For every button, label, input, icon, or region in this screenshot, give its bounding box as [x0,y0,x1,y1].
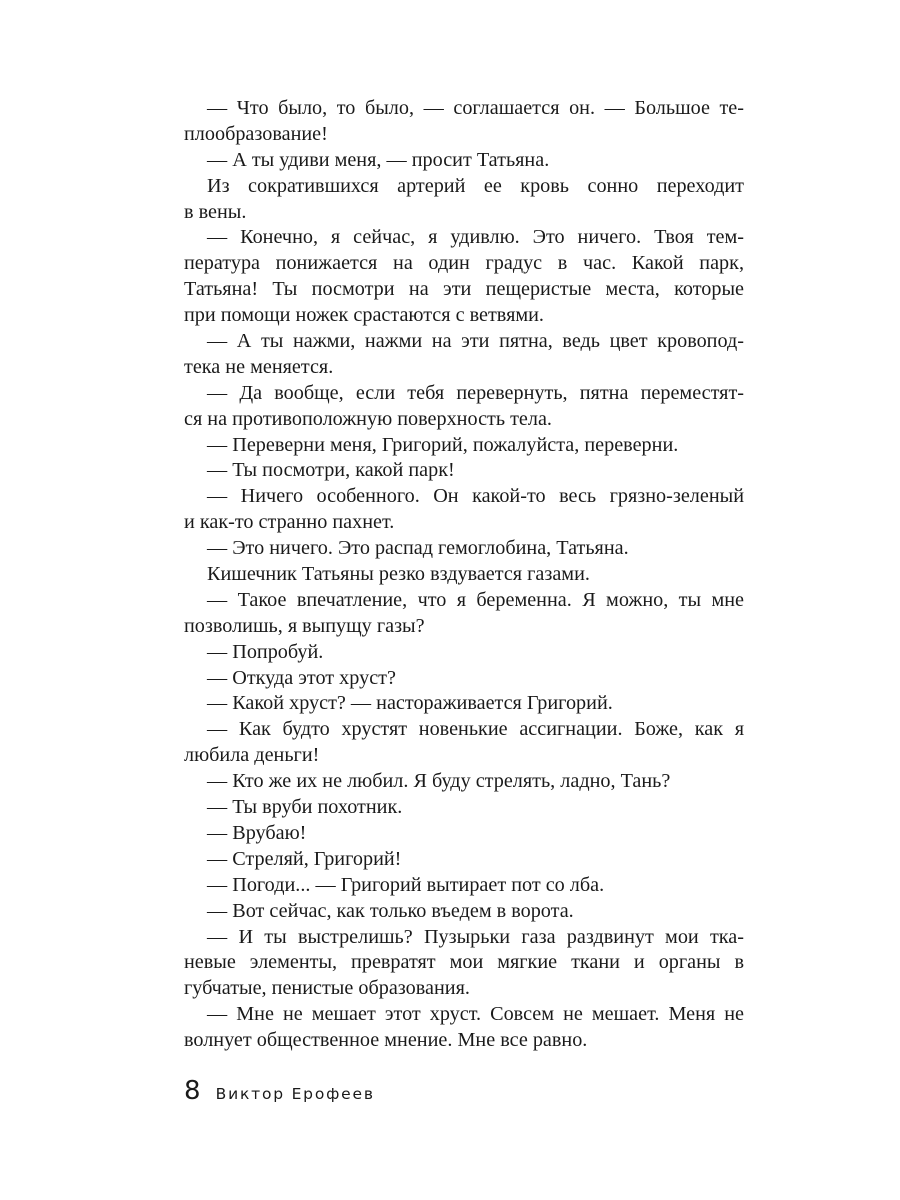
text-line: — Кто же их не любил. Я буду стрелять, ладно, Тань? [207,770,671,793]
text-line: — Как будто хрустят новенькие ассигнации. Боже, как я [207,718,744,741]
text-line: — Что было, то было, — соглашается он. — Большое те- [207,97,744,119]
text-line: любила деньги! [184,744,320,767]
text-line: при помощи ножек срастаются с ветвями. [184,304,544,327]
text-line: Татьяна! Ты посмотри на эти пещеристые места, которые [184,278,744,301]
text-line: — Попробуй. [207,640,324,663]
text-line: — Ты вруби похотник. [207,796,403,819]
text-line: — Такое впечатление, что я беременна. Я можно, ты мне [207,588,744,611]
text-line: — Это ничего. Это распад гемоглобина, Татьяна. [207,537,629,560]
body-text [184,96,744,1054]
text-line: — Откуда этот хруст? [207,666,396,689]
text-line: и как-то странно пахнет. [184,511,395,534]
text-line: — Ты посмотри, какой парк! [207,459,455,482]
text-line: — Конечно, я сейчас, я удивлю. Это ничего. Твоя тем- [207,226,744,249]
text-line: Из сократившихся артерий ее кровь сонно переходит [207,174,744,197]
page-number: 8 [184,1076,201,1106]
text-line: — Вот сейчас, как только въедем в ворота. [207,899,574,922]
text-line: плообразование! [184,122,328,145]
text-line: — Ничего особенного. Он какой-то весь грязно-зеленый [207,485,744,508]
text-line: — Врубаю! [207,821,307,844]
text-line: невые элементы, превратят мои мягкие ткани и органы в [184,951,744,974]
text-line: губчатые, пенистые образования. [184,977,470,1000]
text-line: позволишь, я выпущу газы? [184,614,425,637]
text-line: — Переверни меня, Григорий, пожалуйста, переверни. [207,433,679,456]
text-line: пература понижается на один градус в час. Какой парк, [184,252,744,275]
text-line: — Мне не мешает этот хруст. Совсем не мешает. Меня не [207,1003,744,1026]
text-line: — Да вообще, если тебя перевернуть, пятна переместят- [207,381,744,404]
text-line: — И ты выстрелишь? Пузырьки газа раздвинут мои тка- [207,925,744,948]
running-title-author: Виктор Ерофеев [215,1085,375,1103]
text-line: Кишечник Татьяны резко вздувается газами. [207,563,590,586]
text-line: ся на противоположную поверхность тела. [184,407,552,430]
text-line: в вены. [184,200,247,223]
text-line: тека не меняется. [184,355,334,378]
text-line: — А ты удиви меня, — просит Татьяна. [207,148,550,171]
text-line: — Какой хруст? — настораживается Григорий. [207,692,613,715]
text-line: — А ты нажми, нажми на эти пятна, ведь цвет кровопод- [207,330,744,353]
page-footer [184,1076,375,1110]
text-line: волнует общественное мнение. Мне все равно. [184,1029,588,1052]
text-line: — Погоди... — Григорий вытирает пот со лба. [207,873,605,896]
text-line: — Стреляй, Григорий! [207,847,402,870]
